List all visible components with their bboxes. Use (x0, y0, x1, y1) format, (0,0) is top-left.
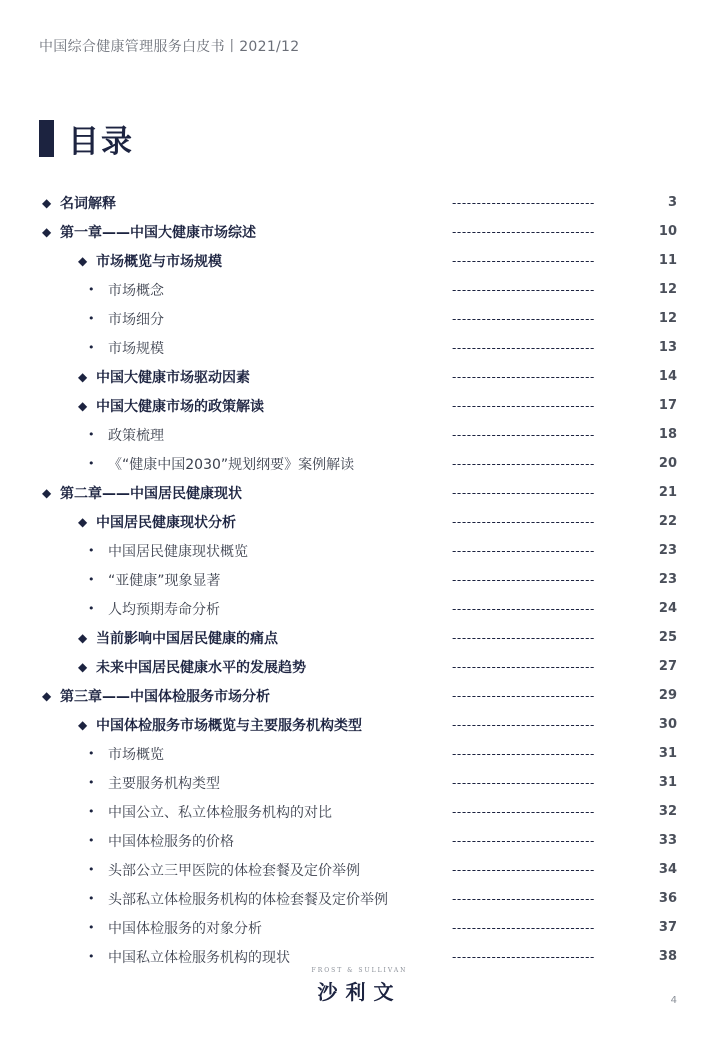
toc-entry-title (88, 449, 354, 478)
toc-entry-label: 头部公立三甲医院的体检套餐及定价举例 (108, 862, 360, 879)
toc-entry-level-2[interactable] (0, 710, 719, 739)
toc-entry-title (42, 217, 256, 246)
bullet-dot-icon: • (88, 428, 95, 441)
toc-entry-title (78, 652, 306, 681)
toc-entry-title (88, 565, 221, 594)
toc-entry-title (42, 681, 270, 710)
toc-page-number: 23 (658, 572, 677, 587)
toc-entry-label: 第二章——中国居民健康现状 (60, 485, 242, 502)
toc-entry-title (78, 623, 278, 652)
bullet-dot-icon: • (88, 805, 95, 818)
diamond-bullet-icon: ◆ (78, 717, 88, 732)
title-accent-bar (39, 120, 54, 157)
toc-entry-level-3[interactable] (0, 797, 719, 826)
diamond-bullet-icon: ◆ (78, 630, 88, 645)
toc-entry-level-3[interactable] (0, 275, 719, 304)
toc-page-number: 21 (658, 485, 677, 500)
toc-page-number: 24 (658, 601, 677, 616)
toc-entry-title (88, 913, 262, 942)
toc-entry-level-1[interactable] (0, 217, 719, 246)
dotted-leader: ----------------------------- (452, 311, 595, 326)
toc-page-number: 34 (658, 862, 677, 877)
toc-entry-label: 中国公立、私立体检服务机构的对比 (108, 804, 332, 821)
toc-heading (39, 116, 134, 161)
bullet-dot-icon: • (88, 892, 95, 905)
dotted-leader: ----------------------------- (452, 862, 595, 877)
toc-entry-level-3[interactable] (0, 594, 719, 623)
toc-page-number: 3 (667, 195, 677, 210)
bullet-dot-icon: • (88, 921, 95, 934)
toc-page-number: 13 (658, 340, 677, 355)
toc-entry-title (78, 391, 264, 420)
toc-page-number: 29 (658, 688, 677, 703)
toc-page-number: 12 (658, 311, 677, 326)
toc-page-number: 30 (658, 717, 677, 732)
toc-entry-level-3[interactable] (0, 536, 719, 565)
dotted-leader: ----------------------------- (452, 688, 595, 703)
toc-page-number: 20 (658, 456, 677, 471)
toc-entry-title (88, 797, 332, 826)
dotted-leader: ----------------------------- (452, 659, 595, 674)
toc-entry-title (88, 739, 164, 768)
bullet-dot-icon: • (88, 602, 95, 615)
toc-page-number: 25 (658, 630, 677, 645)
toc-entry-label: 人均预期寿命分析 (108, 601, 220, 618)
toc-entry-label: 中国居民健康现状概览 (108, 543, 248, 560)
toc-page-number: 10 (658, 224, 677, 239)
bullet-dot-icon: • (88, 863, 95, 876)
toc-entry-title (78, 710, 362, 739)
bullet-dot-icon: • (88, 341, 95, 354)
toc-entry-title (78, 246, 222, 275)
dotted-leader: ----------------------------- (452, 224, 595, 239)
toc-entry-level-3[interactable] (0, 420, 719, 449)
toc-entry-label: 市场细分 (108, 311, 164, 328)
toc-page-number: 17 (658, 398, 677, 413)
dotted-leader: ----------------------------- (452, 746, 595, 761)
toc-entry-label: 未来中国居民健康水平的发展趋势 (96, 659, 306, 676)
diamond-bullet-icon: ◆ (78, 659, 88, 674)
toc-entry-level-2[interactable] (0, 507, 719, 536)
diamond-bullet-icon: ◆ (42, 195, 52, 210)
toc-entry-title (88, 333, 164, 362)
toc-entry-level-3[interactable] (0, 884, 719, 913)
toc-page-number: 31 (658, 746, 677, 761)
toc-entry-label: 中国私立体检服务机构的现状 (108, 949, 290, 966)
bullet-dot-icon: • (88, 283, 95, 296)
dotted-leader: ----------------------------- (452, 775, 595, 790)
dotted-leader: ----------------------------- (452, 195, 595, 210)
toc-entry-title (88, 304, 164, 333)
toc-entry-label: 中国体检服务的对象分析 (108, 920, 262, 937)
toc-entry-title (78, 362, 250, 391)
toc-entry-title (88, 884, 388, 913)
toc-page-number: 33 (658, 833, 677, 848)
toc-entry-label: 主要服务机构类型 (108, 775, 220, 792)
toc-page-number: 23 (658, 543, 677, 558)
toc-page-number: 32 (658, 804, 677, 819)
document-header: 中国综合健康管理服务白皮书丨2021/12 (39, 39, 300, 55)
toc-entry-level-3[interactable] (0, 304, 719, 333)
bullet-dot-icon: • (88, 950, 95, 963)
logo-latin-text: FROST & SULLIVAN (311, 967, 408, 974)
table-of-contents (0, 188, 719, 971)
toc-entry-level-3[interactable] (0, 333, 719, 362)
toc-entry-title (42, 188, 116, 217)
bullet-dot-icon: • (88, 573, 95, 586)
toc-page-number: 36 (658, 891, 677, 906)
toc-page-number: 11 (658, 253, 677, 268)
dotted-leader: ----------------------------- (452, 282, 595, 297)
toc-entry-label: 市场概览与市场规模 (96, 253, 222, 270)
page-number: 4 (670, 995, 677, 1006)
logo-chinese-text: 沙利文 (317, 980, 402, 1004)
toc-entry-level-2[interactable] (0, 391, 719, 420)
dotted-leader: ----------------------------- (452, 427, 595, 442)
diamond-bullet-icon: ◆ (42, 224, 52, 239)
toc-entry-title (88, 536, 248, 565)
dotted-leader: ----------------------------- (452, 920, 595, 935)
toc-entry-level-2[interactable] (0, 362, 719, 391)
toc-entry-level-3[interactable] (0, 565, 719, 594)
toc-entry-title (78, 507, 236, 536)
toc-page-number: 12 (658, 282, 677, 297)
diamond-bullet-icon: ◆ (42, 485, 52, 500)
bullet-dot-icon: • (88, 747, 95, 760)
dotted-leader: ----------------------------- (452, 253, 595, 268)
toc-page-number: 27 (658, 659, 677, 674)
toc-entry-label: 市场规模 (108, 340, 164, 357)
toc-entry-label: 第一章——中国大健康市场综述 (60, 224, 256, 241)
toc-entry-label: 政策梳理 (108, 427, 164, 444)
dotted-leader: ----------------------------- (452, 340, 595, 355)
frost-sullivan-logo (0, 967, 719, 1005)
toc-entry-label: 名词解释 (60, 195, 116, 212)
toc-entry-title (88, 855, 360, 884)
toc-entry-level-1[interactable] (0, 188, 719, 217)
toc-entry-label: 市场概览 (108, 746, 164, 763)
dotted-leader: ----------------------------- (452, 485, 595, 500)
toc-entry-label: 《“健康中国2030”规划纲要》案例解读 (108, 456, 355, 473)
dotted-leader: ----------------------------- (452, 949, 595, 964)
dotted-leader: ----------------------------- (452, 398, 595, 413)
toc-entry-level-3[interactable] (0, 855, 719, 884)
toc-entry-level-2[interactable] (0, 246, 719, 275)
toc-entry-title (88, 826, 234, 855)
toc-entry-level-3[interactable] (0, 449, 719, 478)
toc-page-number: 37 (658, 920, 677, 935)
toc-entry-label: 中国居民健康现状分析 (96, 514, 236, 531)
dotted-leader: ----------------------------- (452, 601, 595, 616)
toc-entry-title (88, 420, 164, 449)
dotted-leader: ----------------------------- (452, 804, 595, 819)
dotted-leader: ----------------------------- (452, 717, 595, 732)
toc-page-number: 38 (658, 949, 677, 964)
toc-entry-level-1[interactable] (0, 681, 719, 710)
toc-page-number: 31 (658, 775, 677, 790)
toc-entry-level-3[interactable] (0, 826, 719, 855)
toc-entry-label: 中国大健康市场的政策解读 (96, 398, 264, 415)
toc-entry-label: 第三章——中国体检服务市场分析 (60, 688, 270, 705)
toc-entry-title (88, 594, 220, 623)
toc-entry-level-3[interactable] (0, 739, 719, 768)
bullet-dot-icon: • (88, 776, 95, 789)
dotted-leader: ----------------------------- (452, 369, 595, 384)
toc-page-number: 22 (658, 514, 677, 529)
toc-entry-label: 中国体检服务的价格 (108, 833, 234, 850)
toc-entry-title (88, 275, 164, 304)
page-title: 目录 (68, 124, 134, 160)
dotted-leader: ----------------------------- (452, 543, 595, 558)
dotted-leader: ----------------------------- (452, 514, 595, 529)
toc-entry-label: 中国大健康市场驱动因素 (96, 369, 250, 386)
toc-entry-title (88, 768, 220, 797)
bullet-dot-icon: • (88, 457, 95, 470)
bullet-dot-icon: • (88, 544, 95, 557)
dotted-leader: ----------------------------- (452, 456, 595, 471)
toc-entry-label: “亚健康”现象显著 (108, 572, 221, 589)
diamond-bullet-icon: ◆ (78, 514, 88, 529)
toc-entry-label: 市场概念 (108, 282, 164, 299)
dotted-leader: ----------------------------- (452, 630, 595, 645)
toc-entry-level-3[interactable] (0, 768, 719, 797)
toc-entry-level-1[interactable] (0, 478, 719, 507)
bullet-dot-icon: • (88, 834, 95, 847)
toc-entry-label: 头部私立体检服务机构的体检套餐及定价举例 (108, 891, 388, 908)
toc-entry-label: 中国体检服务市场概览与主要服务机构类型 (96, 717, 362, 734)
toc-entry-level-2[interactable] (0, 652, 719, 681)
diamond-bullet-icon: ◆ (78, 369, 88, 384)
toc-entry-level-2[interactable] (0, 623, 719, 652)
toc-page-number: 18 (658, 427, 677, 442)
toc-entry-level-3[interactable] (0, 913, 719, 942)
toc-entry-label: 当前影响中国居民健康的痛点 (96, 630, 278, 647)
bullet-dot-icon: • (88, 312, 95, 325)
toc-page-number: 14 (658, 369, 677, 384)
toc-entry-title (42, 478, 242, 507)
dotted-leader: ----------------------------- (452, 833, 595, 848)
diamond-bullet-icon: ◆ (78, 398, 88, 413)
dotted-leader: ----------------------------- (452, 572, 595, 587)
diamond-bullet-icon: ◆ (78, 253, 88, 268)
dotted-leader: ----------------------------- (452, 891, 595, 906)
diamond-bullet-icon: ◆ (42, 688, 52, 703)
